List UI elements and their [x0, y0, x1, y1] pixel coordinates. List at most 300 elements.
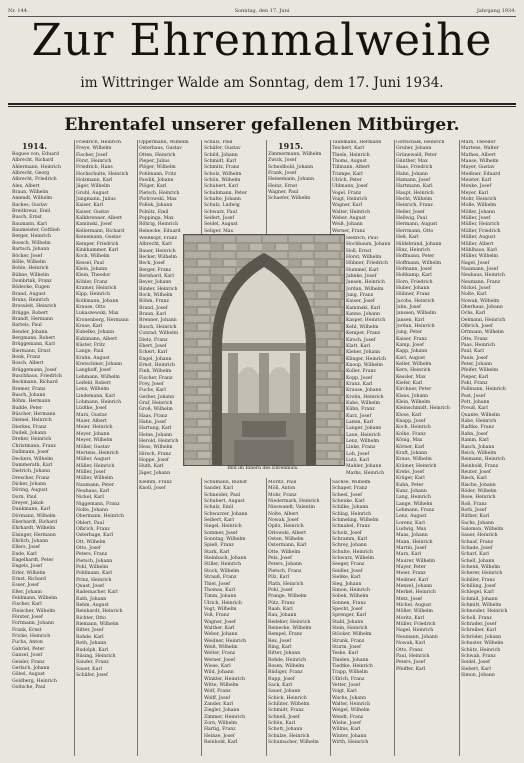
fallen-name-entry: Röder, Wilhelm — [461, 488, 497, 494]
fallen-name-entry: Hoppe, Josef — [139, 458, 169, 464]
fallen-name-entry: Lamm, Karl — [346, 419, 374, 425]
fallen-name-entry: Rath, Johann — [76, 596, 107, 602]
fallen-name-entry: Wolf, Franz — [204, 689, 231, 695]
fallen-name-entry: Reinecke, Eduard — [139, 228, 181, 234]
name-column-14 — [139, 480, 199, 756]
fallen-name-entry: Sobek, Wilhelm — [332, 594, 369, 600]
fallen-name-entry: Schramm, Karl — [332, 537, 368, 543]
fallen-name-entry: Braun, Karl — [139, 312, 166, 318]
fallen-name-entry: Ellers, Josef — [12, 545, 40, 551]
fallen-name-entry: Lutz, Karl — [346, 458, 370, 464]
fallen-name-entry: Opitz, Heinrich — [268, 524, 304, 530]
fallen-name-entry: Beck, Josef — [139, 261, 165, 267]
fallen-name-entry: Jordan, Wilhelm — [346, 286, 384, 292]
fallen-name-entry: Stein, Heinrich — [332, 625, 368, 631]
fallen-name-entry: Horst, Wilhelm — [346, 255, 382, 261]
fallen-name-entry: Holzmann, Karl — [76, 178, 113, 184]
fallen-name-entry: Sander, Franz — [76, 660, 109, 666]
fallen-name-entry: Pieper, Karl — [461, 374, 489, 380]
fallen-name-entry: Rabe, Heinrich — [461, 419, 497, 425]
fallen-name-entry: Krüger, Karl — [396, 476, 425, 482]
fallen-name-entry: König, Max — [396, 438, 423, 444]
fallen-name-entry: Thiel, Josef — [204, 581, 230, 587]
fallen-name-entry: Menzel, Johann — [396, 584, 433, 590]
fallen-name-entry: Kessel, Paul — [76, 260, 104, 266]
fallen-name-entry: Jordan, Heinrich — [396, 323, 435, 329]
fallen-name-entry: Kemper, Franz — [346, 331, 381, 337]
fallen-name-entry: Riemann, Wilhelm — [76, 622, 119, 628]
fallen-name-entry: Otten, Heinrich — [139, 152, 176, 158]
fallen-name-entry: Siegel, Heinrich — [204, 524, 242, 530]
fallen-name-entry: Mann, Heinrich — [396, 539, 433, 545]
name-column-9 — [139, 236, 181, 476]
fallen-name-entry: Osterhaus, Gustav — [139, 146, 182, 152]
fallen-name-entry: Peter, Johann — [461, 362, 493, 368]
fallen-name-entry: Rische, Johann — [461, 482, 496, 488]
fallen-name-entry: Möller, Gustav — [76, 444, 110, 450]
fallen-name-entry: Schmidt, Karl — [204, 159, 237, 165]
fallen-name-entry: Kirchner, Peter — [396, 387, 432, 393]
name-column-5 — [268, 140, 328, 234]
fallen-name-entry: Klaus, Johann — [396, 393, 429, 399]
fallen-name-entry: Schön, Wilhelm — [204, 178, 241, 184]
column-divider — [330, 478, 331, 756]
fallen-name-entry: Nowak, Karl — [396, 641, 425, 647]
fallen-name-entry: Schwarz, Wilhelm — [332, 556, 374, 562]
fallen-name-entry: Kunz, Johann — [396, 488, 427, 494]
fallen-name-entry: Backes, Gustav — [12, 202, 48, 208]
fallen-name-entry: Kolkmann, Johann — [76, 298, 119, 304]
fallen-name-entry: Pietsch, Franz — [268, 568, 302, 574]
fallen-name-entry: Schulz, Ludwig — [204, 203, 240, 209]
fallen-name-entry: Wagner, Paul — [268, 190, 299, 196]
fallen-name-entry: Jung, Franz — [346, 293, 374, 299]
fallen-name-entry: Bruns, Heinrich — [12, 297, 50, 303]
fallen-name-entry: Walter, Heinrich — [332, 702, 371, 708]
fallen-name-entry: Brand, August — [12, 291, 46, 297]
fallen-name-entry: Müller, Albert — [461, 241, 494, 247]
fallen-name-entry: Schell, Johann — [461, 558, 495, 564]
fallen-name-entry: Pelz, Josef — [268, 556, 292, 562]
fallen-name-entry: Knapp, Josef — [396, 419, 426, 425]
fallen-name-entry: Herold, Heinrich — [139, 439, 179, 444]
fallen-name-entry: Schwab, Franz — [461, 653, 496, 659]
name-column-6 — [332, 140, 392, 234]
fallen-name-entry: Schulte, Johann — [204, 197, 241, 203]
fallen-name-entry: Voigt, Karl — [332, 689, 357, 695]
fallen-name-entry: Boesch, Wilhelm — [12, 240, 51, 246]
fallen-name-entry: Graf, Heinrich — [139, 400, 173, 406]
fallen-name-entry: Dicker, Johann — [12, 481, 47, 487]
fallen-name-entry: Bartels, Paul — [12, 323, 42, 329]
fallen-name-entry: Hochschulte, Heinrich — [76, 171, 129, 177]
year-heading: 1914. — [22, 141, 48, 151]
fallen-name-entry: Goltsche, Paul — [12, 684, 46, 690]
fallen-name-entry: Müller, Heinrich — [76, 463, 115, 469]
fallen-name-entry: Heß, Karl — [396, 235, 419, 241]
fallen-name-entry: Marx, Karl — [396, 552, 421, 558]
fallen-name-entry: Hochbaum, Johann — [346, 242, 391, 248]
fallen-name-entry: Schäfer, Josef — [76, 672, 108, 678]
name-column-3 — [139, 140, 199, 234]
fallen-name-entry: Zimmer, Heinrich — [204, 714, 246, 720]
fallen-name-entry: Kraft, Johann — [396, 450, 428, 456]
fallen-name-entry: Kiefer, Karl — [396, 381, 423, 387]
fallen-name-entry: Schäfer, Gustav — [204, 146, 241, 152]
fallen-name-entry: Esser, Josef — [12, 583, 39, 589]
fallen-name-entry: Maurer, Wilhelm — [396, 558, 436, 564]
fallen-name-entry: Kube, Wilhelm — [346, 400, 380, 406]
fallen-name-entry: Marx, Gustav — [76, 412, 108, 418]
fallen-name-entry: Martens, Walter — [461, 146, 499, 152]
fallen-name-entry: Kurz, Josef — [346, 413, 372, 419]
fallen-name-entry: Poppinga, Max — [139, 216, 174, 222]
fallen-name-entry: Nagel, Josef — [461, 260, 490, 266]
fallen-name-entry: Rohde, Karl — [76, 634, 104, 640]
fallen-name-entry: Voigt, Heinrich — [332, 197, 368, 203]
fallen-name-entry: Oelmann, Heinrich — [461, 317, 506, 323]
fallen-name-entry: Meier, Franz — [396, 571, 426, 577]
fallen-name-entry: Rex, Josef — [268, 638, 292, 644]
fallen-name-entry: Scholl, Franz — [461, 615, 492, 621]
fallen-name-entry: Erler, Wilhelm — [12, 570, 46, 576]
fallen-name-entry: Hoffmann, Wilhelm — [396, 260, 442, 266]
fallen-name-entry: Heinemann, Johann — [268, 177, 315, 183]
fallen-name-entry: Weigel, Wilhelm — [332, 708, 370, 714]
fallen-name-entry: Göbel, August — [12, 672, 45, 678]
year-heading: 1915. — [278, 141, 304, 151]
fallen-name-entry: Werner, Josef — [204, 657, 235, 663]
fallen-name-entry: Seidler, Josef — [332, 568, 363, 574]
fallen-name-entry: Rupp, Josef — [268, 676, 295, 682]
fallen-name-entry: Scherer, Heinrich — [461, 571, 503, 577]
fallen-name-entry: Nowak, Wilhelm — [461, 298, 500, 304]
fallen-name-entry: Oppermann, Wilhelm — [139, 140, 189, 145]
fallen-name-entry: Ahlermann, Heinrich — [12, 164, 61, 170]
fallen-name-entry: Stiller, Heinrich — [204, 562, 242, 568]
fallen-name-entry: Kopp, Josef — [346, 375, 373, 381]
fallen-name-entry: Lenz, August — [396, 514, 427, 520]
fallen-name-entry: Elsinger, Hermann — [12, 532, 56, 538]
fallen-name-entry: Leifeld, Robert — [76, 381, 111, 387]
fallen-name-entry: Ulrich, Peter — [332, 178, 362, 184]
fallen-name-entry: Dombrink, Franz — [12, 278, 52, 284]
fallen-name-entry: Ohlert, Paul — [76, 520, 104, 526]
fallen-name-entry: Schulze, Heinrich — [268, 733, 310, 739]
fallen-name-entry: Bölle, Wilhelm — [12, 259, 46, 265]
fallen-name-entry: Nolte, Karl — [461, 292, 487, 298]
fallen-name-entry: Ramm, Karl — [461, 438, 489, 444]
fallen-name-entry: Pollok, Johann — [139, 203, 173, 209]
fallen-name-entry: Eckert, Karl — [139, 350, 168, 356]
fallen-name-entry: Zorn, Wilhelm — [204, 721, 238, 727]
fallen-name-entry: Kronenberg, Hermann — [76, 317, 129, 323]
fallen-name-entry: Nowak, Josef — [268, 518, 299, 524]
section-title: Ehrentafel unserer gefallenen Mitbürger. — [64, 115, 460, 135]
fallen-name-entry: Schlegel, Karl — [461, 590, 494, 596]
fallen-name-entry: Lang, Heinrich — [396, 495, 431, 501]
column-divider — [266, 140, 267, 234]
fallen-name-entry: Heller, Josef — [396, 209, 425, 215]
fallen-name-entry: Reinhold, Franz — [461, 463, 499, 469]
fallen-name-entry: Vetter, Josef — [332, 683, 361, 688]
fallen-name-entry: Fricke, Heinrich — [12, 634, 51, 640]
issue-number: Nr. 144. — [8, 8, 29, 14]
fallen-name-entry: Mohr, Heinrich — [461, 197, 497, 203]
fallen-name-entry: Böhm, Hermann — [12, 399, 51, 405]
fallen-name-entry: Nickel, Josef — [461, 285, 491, 291]
fallen-name-entry: Gruhl, August — [76, 190, 109, 196]
fallen-name-entry: Sauer, Heinrich — [461, 533, 498, 539]
fallen-name-entry: Post, Josef — [461, 393, 486, 399]
fallen-name-entry: Frank, Ernst — [12, 627, 42, 633]
fallen-name-entry: Linke, Franz — [346, 445, 376, 451]
fallen-name-entry: Voß, Franz — [204, 613, 230, 619]
fallen-name-entry: Meyer, Wilhelm — [76, 438, 113, 444]
fallen-name-entry: Dietrich, Johann — [12, 469, 51, 475]
fallen-name-entry: Schulz, Emil — [204, 505, 234, 511]
fallen-name-entry: Müller, Wilhelm — [461, 254, 499, 260]
fallen-name-entry: Dörmann, Wilhelm — [12, 513, 56, 519]
fallen-name-entry: Neuhaus, Heinrich — [461, 273, 505, 279]
fallen-name-entry: Kaiser, Josef — [346, 299, 375, 305]
fallen-name-entry: Schubert, Karl — [204, 184, 239, 190]
fallen-name-entry: Groß, Wilhelm — [139, 407, 173, 413]
fallen-name-entry: Ott, Wilhelm — [76, 539, 106, 545]
name-column-7 — [396, 140, 458, 756]
fallen-name-entry: Pauls, Josef — [461, 355, 488, 361]
fallen-name-entry: Pohl, Franz — [461, 381, 488, 387]
fallen-name-entry: Deckers, Wilhelm — [12, 456, 54, 462]
fallen-name-entry: Seliger, Max — [204, 228, 234, 234]
fallen-name-entry: Pohl, Wilhelm — [76, 565, 109, 571]
fallen-name-entry: Dierkes, Franz — [12, 424, 47, 430]
fallen-name-entry: Hartung, Karl — [139, 426, 172, 432]
fallen-name-entry: Fischer, Franz — [139, 375, 173, 381]
fallen-name-entry: Schaper, Franz — [332, 486, 368, 492]
fallen-name-entry: Rüther, Karl — [461, 514, 490, 520]
fallen-name-entry: Gerlach, Johann — [12, 665, 50, 671]
fallen-name-entry: Winter, Johann — [332, 733, 367, 739]
fallen-name-entry: Bernhard, Karl — [139, 274, 174, 280]
fallen-name-entry: Strunk, Franz — [332, 638, 365, 644]
fallen-name-entry: Schmidt, Franz — [268, 708, 304, 714]
fallen-name-entry: Scheel, Josef — [332, 492, 362, 498]
fallen-name-entry: Wendt, Franz — [332, 714, 364, 720]
fallen-name-entry: Raab, Karl — [268, 606, 293, 612]
photo-caption: Bild im Innern des Ehrenmals. — [227, 466, 299, 471]
fallen-name-entry: Plath, Heinrich — [268, 581, 304, 587]
fallen-name-entry: Timm, Johann — [204, 594, 237, 600]
fallen-name-entry: Stark, Karl — [204, 549, 230, 555]
fallen-name-entry: Scholz, Josef — [332, 530, 362, 536]
fallen-name-entry: Spieß, Franz — [204, 543, 234, 549]
fallen-name-entry: Schiller, Franz — [461, 577, 495, 583]
fallen-name-entry: Reinhardt, Heinrich — [76, 609, 123, 615]
fallen-name-entry: Rogues von, Eduard — [12, 152, 60, 157]
fallen-name-entry: Kretschmer, Johann — [76, 362, 122, 368]
fallen-name-entry: Bühne, Wilhelm — [12, 272, 49, 278]
fallen-name-entry: Pfeiffer, Karl — [396, 666, 426, 672]
fallen-name-entry: Wagner, Josef — [204, 619, 236, 625]
column-divider — [201, 140, 202, 234]
fallen-name-entry: Hedrich, Paul — [346, 236, 378, 241]
fallen-name-entry: Pietsch, Johann — [76, 558, 113, 564]
fallen-name-entry: Taubmann, Hermann — [332, 140, 382, 145]
fallen-name-entry: Merkel, Heinrich — [396, 590, 436, 596]
fallen-name-entry: Kipp, Heinrich — [76, 292, 111, 298]
issue-date: Sonntag, den 17. Juni — [234, 8, 290, 14]
fallen-name-entry: Steinbach, Johann — [204, 556, 247, 562]
fallen-name-entry: Schilke, Johann — [332, 505, 369, 511]
header-rule — [8, 103, 516, 105]
fallen-name-entry: Schmeling, Wilhelm — [332, 518, 379, 524]
fallen-name-entry: Roth, Johann — [76, 641, 107, 647]
fallen-name-entry: Olbrich, Josef — [461, 323, 493, 329]
fallen-name-entry: Schilling, Josef — [461, 584, 496, 590]
fallen-name-entry: Günther, Max — [396, 159, 428, 165]
fallen-name-entry: Quast, Josef — [76, 584, 104, 590]
fallen-name-entry: Klein, Johann — [76, 266, 108, 272]
fallen-name-entry: Prange, Wilhelm — [268, 594, 307, 600]
fallen-name-entry: Ortmann, Wilhelm — [461, 330, 504, 336]
fallen-name-entry: Scholz, Wilhelm — [204, 171, 242, 177]
fallen-name-entry: Lorenz, Karl — [396, 520, 425, 526]
column-divider — [266, 478, 267, 756]
fallen-name-entry: Gabriel, Peter — [12, 646, 45, 652]
fallen-name-entry: Thomas, Karl — [204, 587, 235, 593]
fallen-name-entry: Gruber, Johann — [396, 146, 432, 152]
fallen-name-entry: Fischer, Josef — [76, 152, 108, 158]
fallen-name-entry: Schlüter, Wilhelm — [268, 702, 310, 708]
fallen-name-entry: Müller, Friedrich — [396, 622, 436, 628]
fallen-name-entry: Peters, Franz — [76, 552, 108, 558]
fallen-name-entry: Müller, August — [461, 235, 496, 241]
fallen-name-entry: Walther, Karl — [204, 625, 235, 631]
fallen-name-entry: Lindemann, Karl — [76, 393, 115, 399]
fallen-name-entry: Sauer, Johann — [268, 689, 301, 695]
fallen-name-entry: Kraus, Wilhelm — [396, 457, 432, 463]
fallen-name-entry: Haupt, Heinrich — [396, 190, 434, 196]
fallen-name-entry: Kinkhammer, Karl — [76, 247, 119, 253]
fallen-name-entry: Wiebe, Josef — [332, 721, 361, 727]
fallen-name-entry: Feldmann, Wilhelm — [12, 596, 58, 602]
fallen-name-entry: Reich, Wilhelm — [461, 450, 497, 456]
fallen-name-entry: Moritz, Karl — [396, 615, 425, 621]
fallen-name-entry: Jansen, Karl — [396, 317, 425, 323]
fallen-name-entry: Krohn, Heinrich — [346, 394, 384, 400]
fallen-name-entry: Klinger, Heinrich — [346, 356, 386, 362]
fallen-name-entry: Zander, Karl — [204, 702, 233, 708]
fallen-name-entry: Niggemann, Franz — [76, 501, 120, 507]
fallen-name-entry: Ritter, Johann — [268, 651, 301, 657]
fallen-name-entry: Hess, Wilhelm — [139, 445, 173, 451]
fallen-name-entry: Haas, Franz — [139, 413, 168, 419]
fallen-name-entry: Seifert, Josef — [204, 216, 235, 222]
fallen-name-entry: Gansel, Josef — [12, 653, 43, 659]
fallen-name-entry: Gottschalk, Heinrich — [396, 140, 445, 145]
fallen-name-entry: Schild, Johann — [204, 152, 238, 158]
fallen-name-entry: Kanne, Johann — [346, 312, 380, 318]
fallen-name-entry: Engel, Johann — [139, 356, 172, 362]
fallen-name-entry: Förster, Josef — [12, 615, 43, 621]
fallen-name-entry: Hofmann, Josef — [396, 266, 432, 272]
fallen-name-entry: Beyer, Johann — [139, 280, 172, 286]
fallen-name-entry: Richter, Otto — [76, 615, 106, 621]
fallen-name-entry: Wagner, Karl — [332, 203, 363, 209]
fallen-name-entry: Roth, Josef — [461, 507, 487, 513]
fallen-name-entry: Marx, Theodor — [461, 140, 496, 145]
fallen-name-entry: Schnell, Josef — [268, 714, 300, 720]
fallen-name-entry: Köhler, Franz — [76, 279, 108, 285]
fallen-name-entry: Rasch, Johann — [461, 444, 495, 450]
fallen-name-entry: Müller, Friedrich — [461, 228, 501, 234]
fallen-name-entry: Weiß, Johann — [332, 222, 363, 228]
fallen-name-entry: Sturm, Josef — [332, 644, 361, 650]
fallen-name-entry: Werner, Franz — [332, 228, 366, 234]
fallen-name-entry: Kemper, Friedrich — [76, 241, 119, 247]
fallen-name-entry: Nieswandt, Valentin — [268, 505, 315, 511]
fallen-name-entry: Kramer, Heinrich — [76, 285, 117, 291]
fallen-name-entry: Ostermann, Karl — [268, 543, 307, 549]
fallen-name-entry: Kehl, Wilhelm — [346, 324, 379, 330]
fallen-name-entry: Osten, Wilhelm — [268, 537, 304, 543]
fallen-name-entry: Lehmann, Wilhelm — [76, 374, 120, 380]
fallen-name-entry: Winkler, Heinrich — [204, 676, 245, 682]
fallen-name-entry: Metz, Josef — [396, 596, 422, 602]
fallen-name-entry: Jäger, Wilhelm — [76, 184, 110, 190]
fallen-name-entry: Schneider, Paul — [204, 492, 241, 498]
fallen-name-entry: Stöcker, Wilhelm — [332, 632, 372, 638]
column-divider — [459, 140, 460, 756]
fallen-name-entry: Neumann, Johann — [396, 634, 438, 640]
fallen-name-entry: Witte, Wilhelm — [204, 683, 239, 688]
fallen-name-entry: Prinz, Heinrich — [76, 577, 112, 583]
fallen-name-entry: Piotrowski, Max — [139, 197, 177, 203]
fallen-name-entry: Zwick, Josef — [268, 158, 297, 164]
fallen-name-entry: Dreyer, Jakob — [12, 500, 44, 506]
fallen-name-entry: Pollmann, Heinrich — [461, 387, 506, 393]
fallen-name-entry: Hirsch, Franz — [139, 451, 171, 457]
fallen-name-entry: Bender, Johann — [12, 329, 48, 335]
fallen-name-entry: Kaiser, Gustav — [76, 209, 110, 215]
fallen-name-entry: Küster, Fritz — [76, 343, 105, 348]
fallen-name-entry: Klein, Wilhelm — [396, 400, 431, 406]
fallen-name-entry: Müller, Heinrich — [461, 222, 500, 228]
fallen-name-entry: Wolff, Josef — [204, 695, 231, 701]
fallen-name-entry: Engels, Josef — [12, 564, 43, 570]
fallen-name-entry: Kern, Heinrich — [396, 368, 431, 374]
name-column-2 — [76, 140, 136, 756]
fallen-name-entry: Kessler, Max — [396, 374, 426, 380]
column-divider — [74, 140, 75, 756]
fallen-name-entry: Brosuleit, Heinrich — [12, 304, 57, 310]
fallen-name-entry: Haas, Friedrich — [396, 165, 433, 171]
fallen-name-entry: Kuhn, Peter — [396, 482, 424, 488]
fallen-name-entry: Jacobs, Heinrich — [396, 298, 435, 304]
fallen-name-entry: Hildebrand, Johann — [396, 241, 442, 247]
fallen-name-entry: Wild, Johann — [204, 670, 234, 676]
name-column-8 — [461, 140, 519, 756]
fallen-name-entry: Braun, Wilhelm — [12, 190, 49, 196]
fallen-name-entry: Hummel, Karl — [346, 267, 379, 273]
fallen-name-entry: Kleber, Johann — [346, 350, 381, 356]
fallen-name-entry: Krebs, Josef — [396, 469, 424, 475]
fallen-name-entry: Scharf, Karl — [461, 552, 489, 558]
fallen-name-entry: Salomon, Wilhelm — [461, 526, 504, 532]
fallen-name-entry: Heinrich, Franz — [396, 203, 433, 209]
fallen-name-entry: Keller, Wilhelm — [396, 362, 432, 368]
